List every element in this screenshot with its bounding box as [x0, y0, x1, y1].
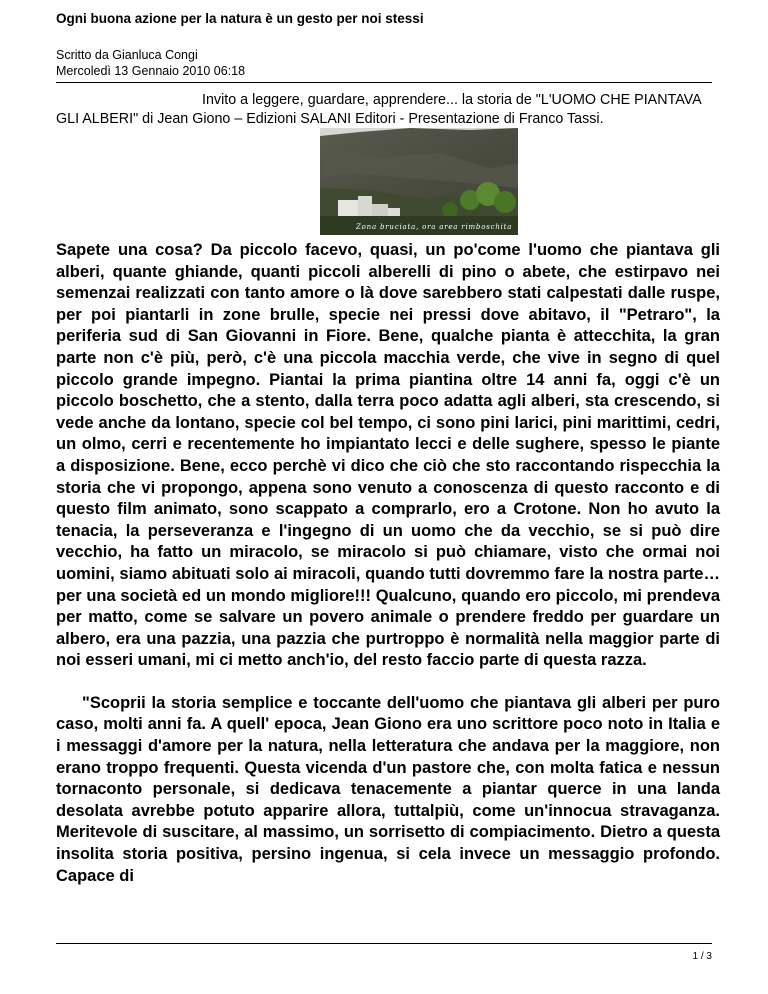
page-number: 1 / 3	[692, 951, 712, 962]
intro-text: Invito a leggere, guardare, apprendere... la storia de "L'UOMO CHE PIANTAVA GLI ALBERI" di Jean Giono – Edizioni SALANI Editori - Presentazione di Franco Tassi.	[56, 92, 701, 127]
photo-caption: Zona bruciata, ora area rimboschita	[356, 223, 513, 231]
body-paragraph-2: "Scoprii la storia semplice e toccante dell'uomo che piantava gli alberi per puro caso, molti anni fa. A quell' epoca, Jean Giono era uno scrittore poco noto in Italia e i messaggi d'amore per la natura, nella letteratura che andava per la maggiore, non erano troppo frequenti. Questa vicenda d'un pastore che, con molta fatica e nessun tornaconto personale, si dedicava tenacemente a piantar querce in una landa desolata avrebbe potuto apparire allora, tuttalpiù, come un'innocua stravaganza. Meritevole di suscitare, al massimo, un sorrisetto di compiacimento. Dietro a questa insolita storia positiva, persino ingenua, si cela invece un messaggio profondo. Capace di	[56, 693, 720, 885]
article-body	[56, 240, 720, 887]
date-line: Mercoledì 13 Gennaio 2010 06:18	[56, 64, 246, 78]
footer-divider	[56, 943, 712, 944]
article-title: Ogni buona azione per la natura è un gesto per noi stessi	[56, 11, 424, 26]
article-photo	[320, 128, 518, 235]
hillside-photo	[320, 128, 518, 235]
header-divider	[56, 82, 712, 83]
body-paragraph-1: Sapete una cosa? Da piccolo facevo, quasi, un po'come l'uomo che piantava gli alberi, quante ghiande, quanti piccoli alberelli di pino o abete, che estirpavo nei semenzai realizzati con tanto amore o là dove sarebbero stati calpestati dalle ruspe, per poi piantarli in zone brulle, specie nei pressi dove abitavo, il "Petraro", la periferia sud di San Giovanni in Fiore. Bene, qualche pianta è attecchita, la gran parte non c'è più, però, c'è una piccola macchia verde, che vive in segno di quel piccolo grande impegno. Piantai la prima piantina oltre 14 anni fa, oggi c'è un piccolo boschetto, che a stento, dalla terra poco adatta agli alberi, sta crescendo, si vede anche da lontano, specie col bel tempo, ci sono pini larici, pini marittimi, cedri, un olmo, cerri e recentemente ho impiantato lecci e delle sughere, spesso le piante a disposizione. Bene, ecco perchè vi dico che ciò che sto raccontando rispecchia la storia che vi propongo, appena sono venuto a conoscenza di questo racconto e di questo film animato, sono scappato a comprarlo, ero a Crotone. Non ho avuto la tenacia, la perseveranza e l'ingegno di un uomo che da vecchio, se si può dire vecchio, ha fatto un miracolo, se miracolo si può chiamare, visto che ormai noi uomini, siamo abituati solo ai miracoli, quando tutti dovremmo fare la nostra parte…per una società ed un mondo migliore!!! Qualcuno, quando ero piccolo, mi prendeva per matto, come se salvare un povero animale o prendere freddo per guardare un albero, era una pazzia, una pazzia che purtroppo è normalità nella maggior parte di noi esseri umani, mi ci metto anch'io, del resto faccio parte di questa razza.	[56, 241, 720, 670]
intro-paragraph	[56, 91, 716, 129]
author-line: Scritto da Gianluca Congi	[56, 48, 198, 62]
article-meta	[56, 47, 245, 79]
